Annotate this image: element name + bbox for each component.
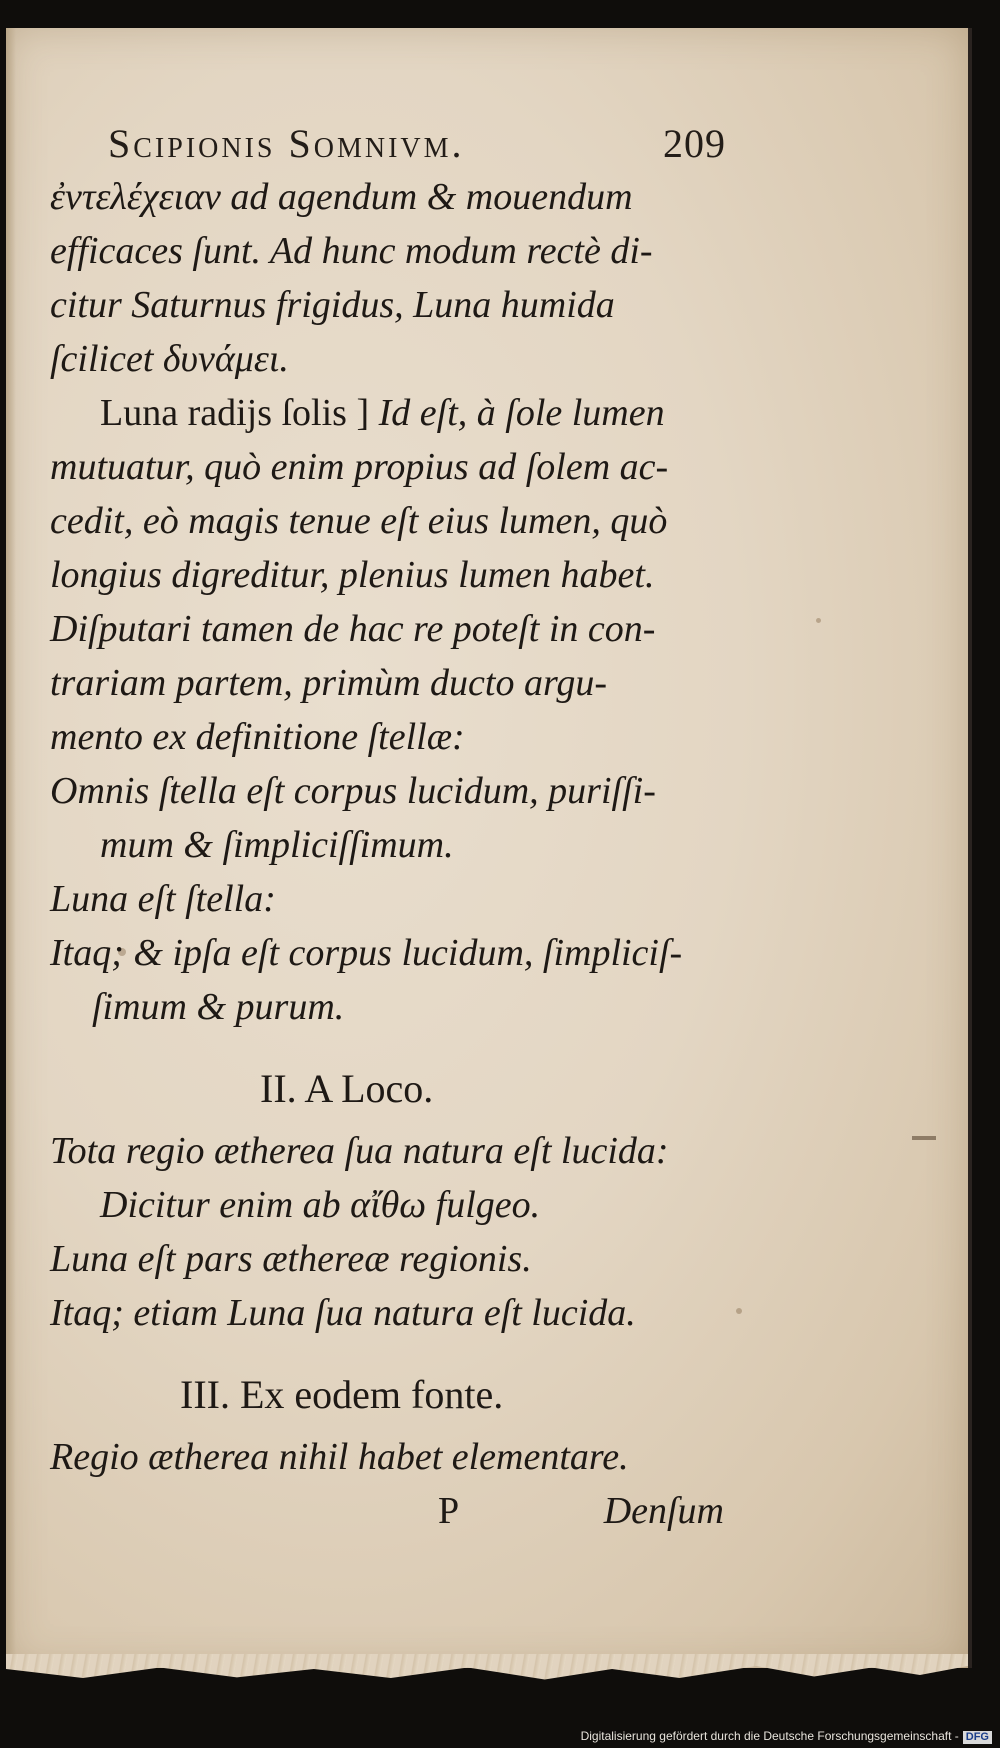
syllogism-minor: Luna eſt pars æthereæ regionis.: [50, 1238, 532, 1280]
text-line: mento ex definitione ſtellæ:: [50, 716, 465, 758]
foxing-spot: [816, 618, 821, 623]
catchword: Denſum: [603, 1490, 724, 1532]
syllogism-minor: Luna eſt ſtella:: [50, 878, 276, 920]
syllogism-major-cont: Dicitur enim ab αἴθω fulgeo.: [100, 1184, 541, 1226]
syllogism-major: Tota regio ætherea ſua natura eſt lucida:: [50, 1130, 669, 1172]
text-line: ἐντελέχειαν ad agendum & mouendum: [50, 176, 633, 218]
text-line: trariam partem, primùm ducto argu-: [50, 662, 607, 704]
signature-mark: P: [438, 1490, 460, 1532]
text-line: longius digreditur, plenius lumen habet.: [50, 554, 655, 596]
text-line: cedit, eò magis tenue eſt eius lumen, quò: [50, 500, 668, 542]
text-line: ſcilicet δυνάμει.: [50, 338, 289, 380]
page-edge-shadow: [6, 28, 16, 1668]
margin-mark: [912, 1136, 936, 1140]
section-heading: III. Ex eodem fonte.: [180, 1372, 504, 1417]
paragraph-text: Id eſt, à ſole lumen: [378, 392, 665, 434]
credit-text: Digitalisierung gefördert durch die Deutsche Forschungsgemeinschaft -: [580, 1729, 959, 1743]
page-number: 209: [663, 121, 726, 166]
page-text: [50, 110, 726, 1538]
syllogism-conclusion-cont: ſimum & purum.: [92, 986, 345, 1028]
text-line: efficaces ſunt. Ad hunc modum rectè di-: [50, 230, 653, 272]
dfg-logo: DFG: [963, 1731, 992, 1744]
syllogism-major: Regio ætherea nihil habet elementare.: [50, 1436, 629, 1478]
running-head: Scipionis Somnivm.: [108, 121, 465, 166]
syllogism-conclusion: Itaq; & ipſa eſt corpus lucidum, ſimpliciſ-: [50, 932, 683, 974]
lemma: Luna radijs ſolis ]: [100, 392, 370, 434]
syllogism-conclusion: Itaq; etiam Luna ſua natura eſt lucida.: [50, 1292, 636, 1334]
foxing-spot: [736, 1308, 742, 1314]
text-line: Diſputari tamen de hac re poteſt in con-: [50, 608, 656, 650]
text-line: mutuatur, quò enim propius ad ſolem ac-: [50, 446, 669, 488]
syllogism-major-cont: mum & ſimpliciſſimum.: [100, 824, 454, 866]
paragraph-first-line: [50, 386, 720, 440]
page-header: [50, 110, 726, 170]
section-heading: II. A Loco.: [260, 1066, 434, 1111]
torn-bottom-edge: [6, 1654, 968, 1684]
page-footer: [50, 1484, 724, 1538]
text-line: citur Saturnus frigidus, Luna humida: [50, 284, 615, 326]
syllogism-major: Omnis ſtella eſt corpus lucidum, puriſſi-: [50, 770, 656, 812]
digitization-credit: [581, 1729, 992, 1744]
